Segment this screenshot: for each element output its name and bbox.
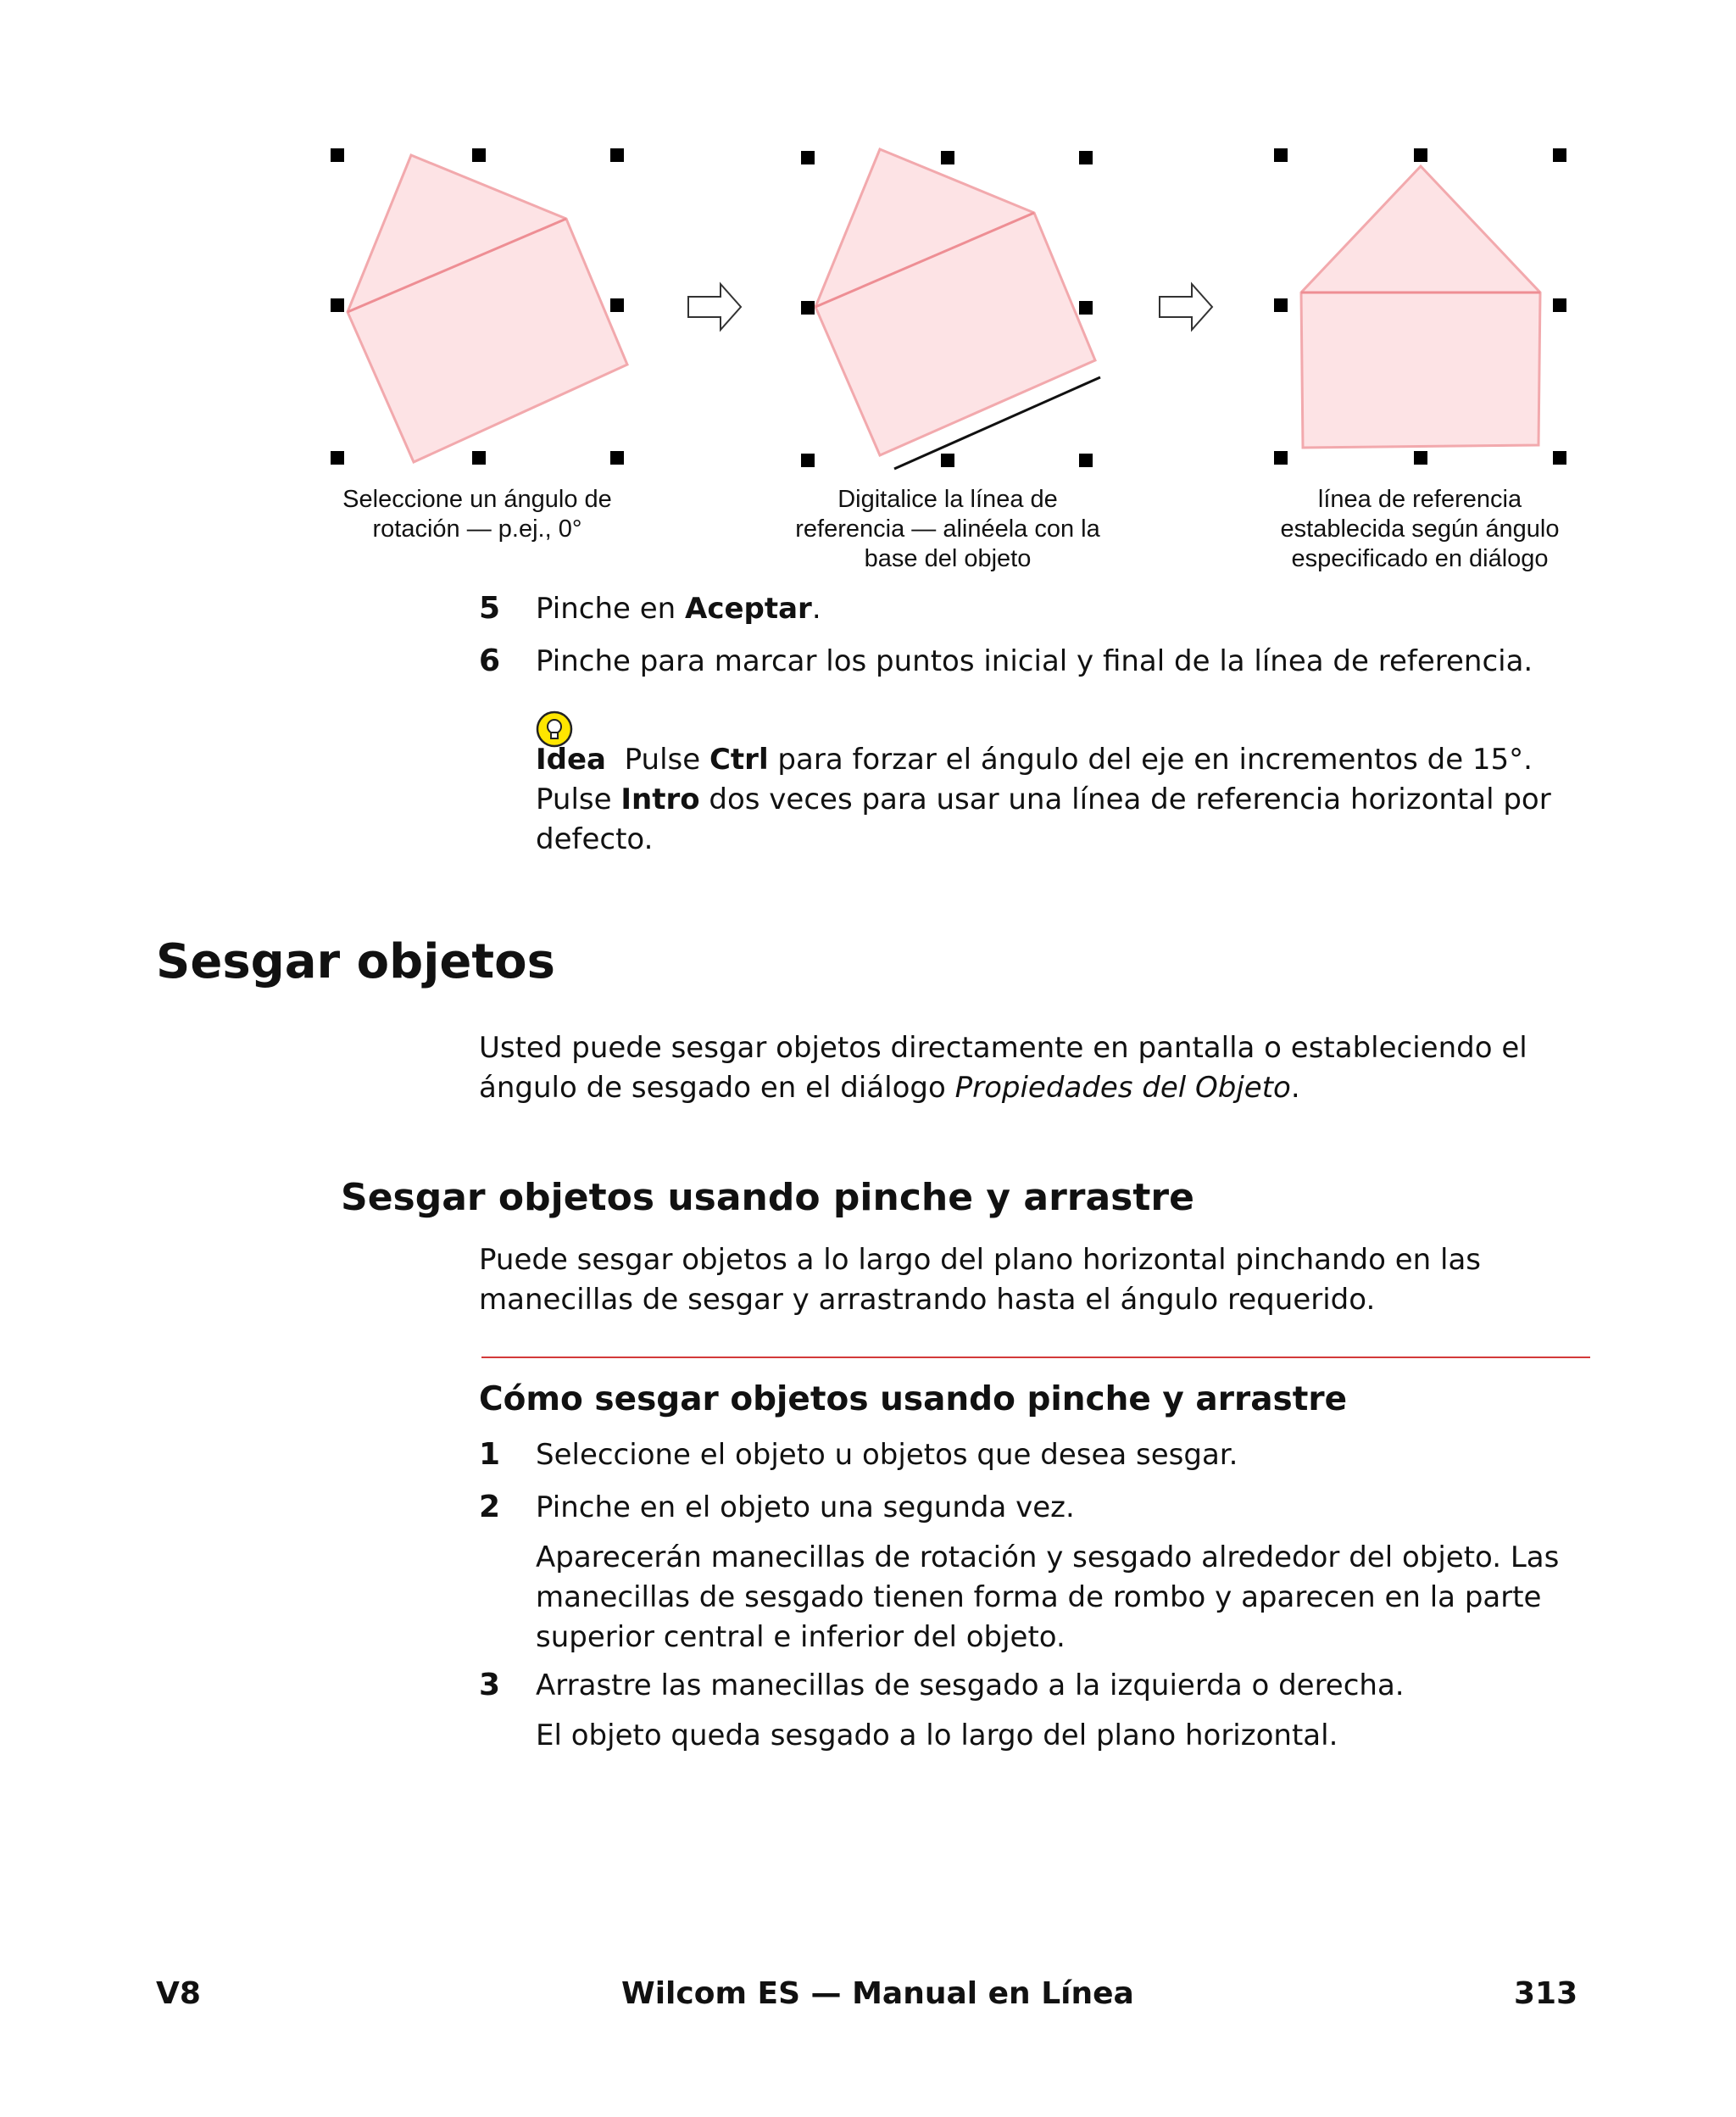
subsection-text: Puede sesgar objetos a lo largo del plano horizontal pinchando en las manecillas de sesgar y arrastrando hasta el ángulo requerido. [479,1243,1482,1317]
footer-page-number: 313 [1514,1976,1578,2011]
selection-handle [1414,451,1427,465]
panel-3-reference-established [1274,148,1566,465]
figure-caption-2: Digitalice la línea de referencia — alinéela con la base del objeto [795,486,1100,572]
step-text: Pinche en Aceptar. [536,592,821,626]
step-text: Pinche en el objeto una segunda vez. [536,1490,1075,1524]
selection-handle [1274,451,1288,465]
figure-caption-3: línea de referencia establecida según ángulo especificado en diálogo [1280,486,1560,572]
selection-handle [610,148,624,162]
selection-handle [331,298,344,312]
tip-label: Idea [536,743,606,777]
selection-handle [941,454,954,467]
step-number: 1 [479,1437,501,1472]
selection-handle [1079,454,1093,467]
step-note: El objeto queda sesgado a lo largo del plano horizontal. [536,1719,1338,1752]
house-shape [348,155,627,462]
selection-handle [331,148,344,162]
step-note: Aparecerán manecillas de rotación y sesgado alrededor del objeto. Las manecillas de sesgado tienen forma de rombo y aparecen en la parte superior central e inferior del objeto. [536,1540,1560,1654]
footer-version: V8 [156,1976,201,2011]
step-number: 6 [479,643,501,678]
selection-handle [331,451,344,465]
house-shape [815,149,1095,455]
selection-handle [1553,451,1566,465]
selection-handle [801,151,815,164]
step-text: Pinche para marcar los puntos inicial y final de la línea de referencia. [536,644,1533,678]
selection-handle [801,454,815,467]
divider [481,1357,1590,1358]
selection-handle [610,298,624,312]
panel-1-rotated-shape [331,148,627,465]
arrow-right-icon [688,284,741,330]
selection-handle [610,451,624,465]
step-number: 3 [479,1668,501,1702]
selection-handle [1079,301,1093,315]
figure-caption-1: Seleccione un ángulo de rotación — p.ej., 0° [342,486,612,543]
selection-handle [1274,148,1288,162]
arrow-right-icon [1160,284,1212,330]
selection-handle [941,151,954,164]
selection-handle [1414,148,1427,162]
selection-handle [1553,298,1566,312]
step-number: 5 [479,591,501,626]
selection-handle [472,451,486,465]
tip-text: Idea Pulse Ctrl para forzar el ángulo del eje en incrementos de 15°. Pulse Intro dos veces para usar una línea de referencia horizontal por defecto. [536,743,1551,856]
selection-handle [472,148,486,162]
panel-2-digitize-reference [801,149,1100,469]
section-title: Sesgar objetos [156,934,555,989]
procedure-title: Cómo sesgar objetos usando pinche y arrastre [479,1380,1348,1418]
selection-handle [1553,148,1566,162]
step-number: 2 [479,1490,501,1524]
selection-handle [1274,298,1288,312]
section-intro: Usted puede sesgar objetos directamente en pantalla o estableciendo el ángulo de sesgado en el diálogo Propiedades del Objeto. [479,1031,1527,1105]
selection-handle [1079,151,1093,164]
step-text: Seleccione el objeto u objetos que desea sesgar. [536,1438,1238,1472]
subsection-title: Sesgar objetos usando pinche y arrastre [341,1176,1194,1219]
selection-handle [801,301,815,315]
footer-manual-title: Wilcom ES — Manual en Línea [621,1976,1134,2011]
house-shape [1301,166,1540,448]
step-text: Arrastre las manecillas de sesgado a la izquierda o derecha. [536,1669,1405,1702]
